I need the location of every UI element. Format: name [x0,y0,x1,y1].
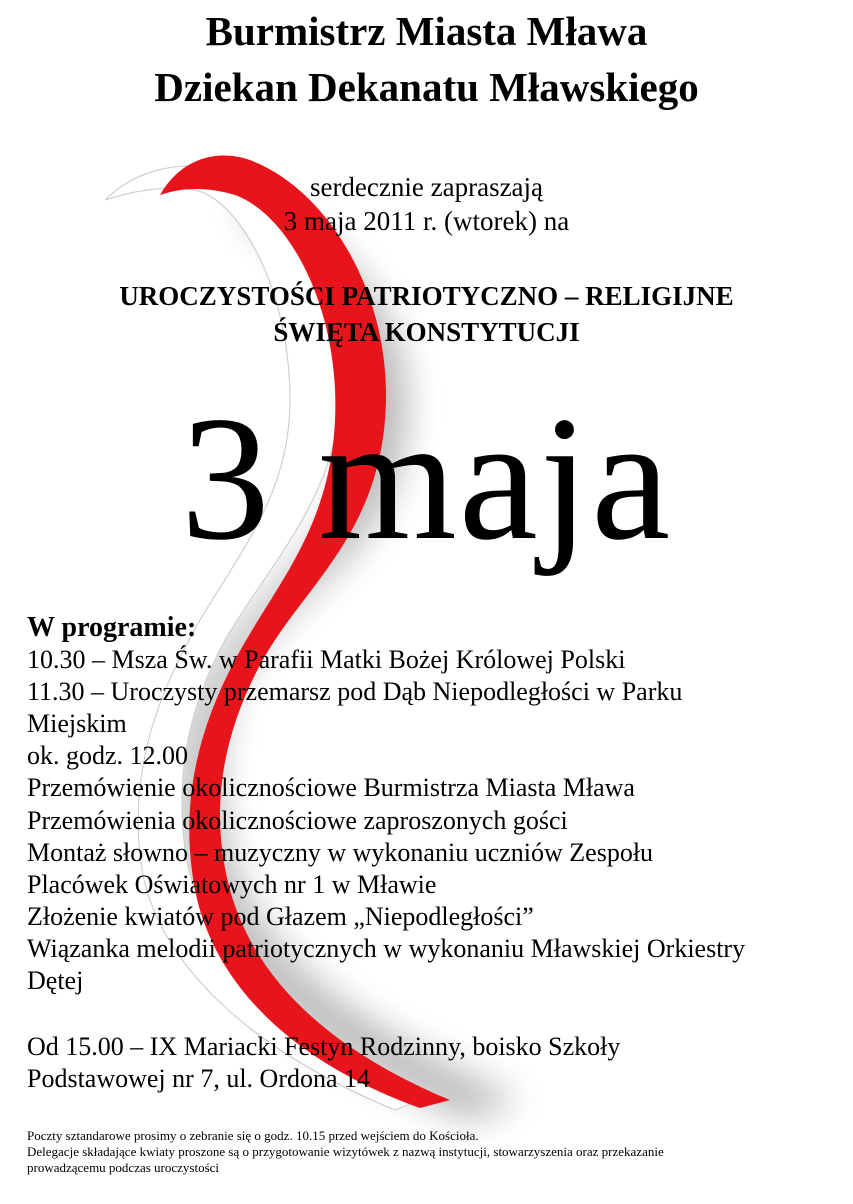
program-line: Przemówienie okolicznościowe Burmistrza Miasta Mława [27,773,635,802]
program-line: ok. godz. 12.00 [27,741,189,770]
program-heading: W programie: [27,612,197,643]
program-line: Montaż słowno – muzyczny w wykonaniu uczniów Zespołu [27,838,654,867]
program-line: Placówek Oświatowych nr 1 w Mławie [27,870,437,899]
program-line: Miejskim [27,709,127,738]
big-date: 3 maja [180,379,673,577]
program-line: Dętej [27,966,84,995]
header-title-line2: Dziekan Dekanatu Mławskiego [154,64,699,110]
event-title-line2: ŚWIĘTA KONSTYTUCJI [273,317,580,347]
footer-note: Delegacje składające kwiaty proszone są o przygotowanie wizytówek z nazwą instytucji, stowarzyszenia oraz przekazanie [27,1144,664,1159]
festival-line: Od 15.00 – IX Mariacki Festyn Rodzinny, boisko Szkoły [27,1032,621,1061]
footer-note: Poczty sztandarowe prosimy o zebranie się o godz. 10.15 przed wejściem do Kościoła. [27,1128,479,1143]
program-line: 11.30 – Uroczysty przemarsz pod Dąb Niepodległości w Parku [27,677,683,706]
invitation-line1: serdecznie zapraszają [309,172,544,202]
program-line: Przemówienia okolicznościowe zaproszonych gości [27,806,568,835]
event-title-line1: UROCZYSTOŚCI PATRIOTYCZNO – RELIGIJNE [119,281,734,311]
program-line: 10.30 – Msza Św. w Parafii Matki Bożej Królowej Polski [27,645,626,674]
invitation-line2: 3 maja 2011 r. (wtorek) na [283,206,570,236]
festival-line: Podstawowej nr 7, ul. Ordona 14 [27,1064,371,1093]
program-line: Wiązanka melodii patriotycznych w wykonaniu Mławskiej Orkiestry [27,934,746,963]
footer-note: prowadzącemu podczas uroczystości [27,1160,220,1175]
header-title-line1: Burmistrz Miasta Mława [205,8,648,54]
program-line: Złożenie kwiatów pod Głazem „Niepodległości” [27,902,534,931]
